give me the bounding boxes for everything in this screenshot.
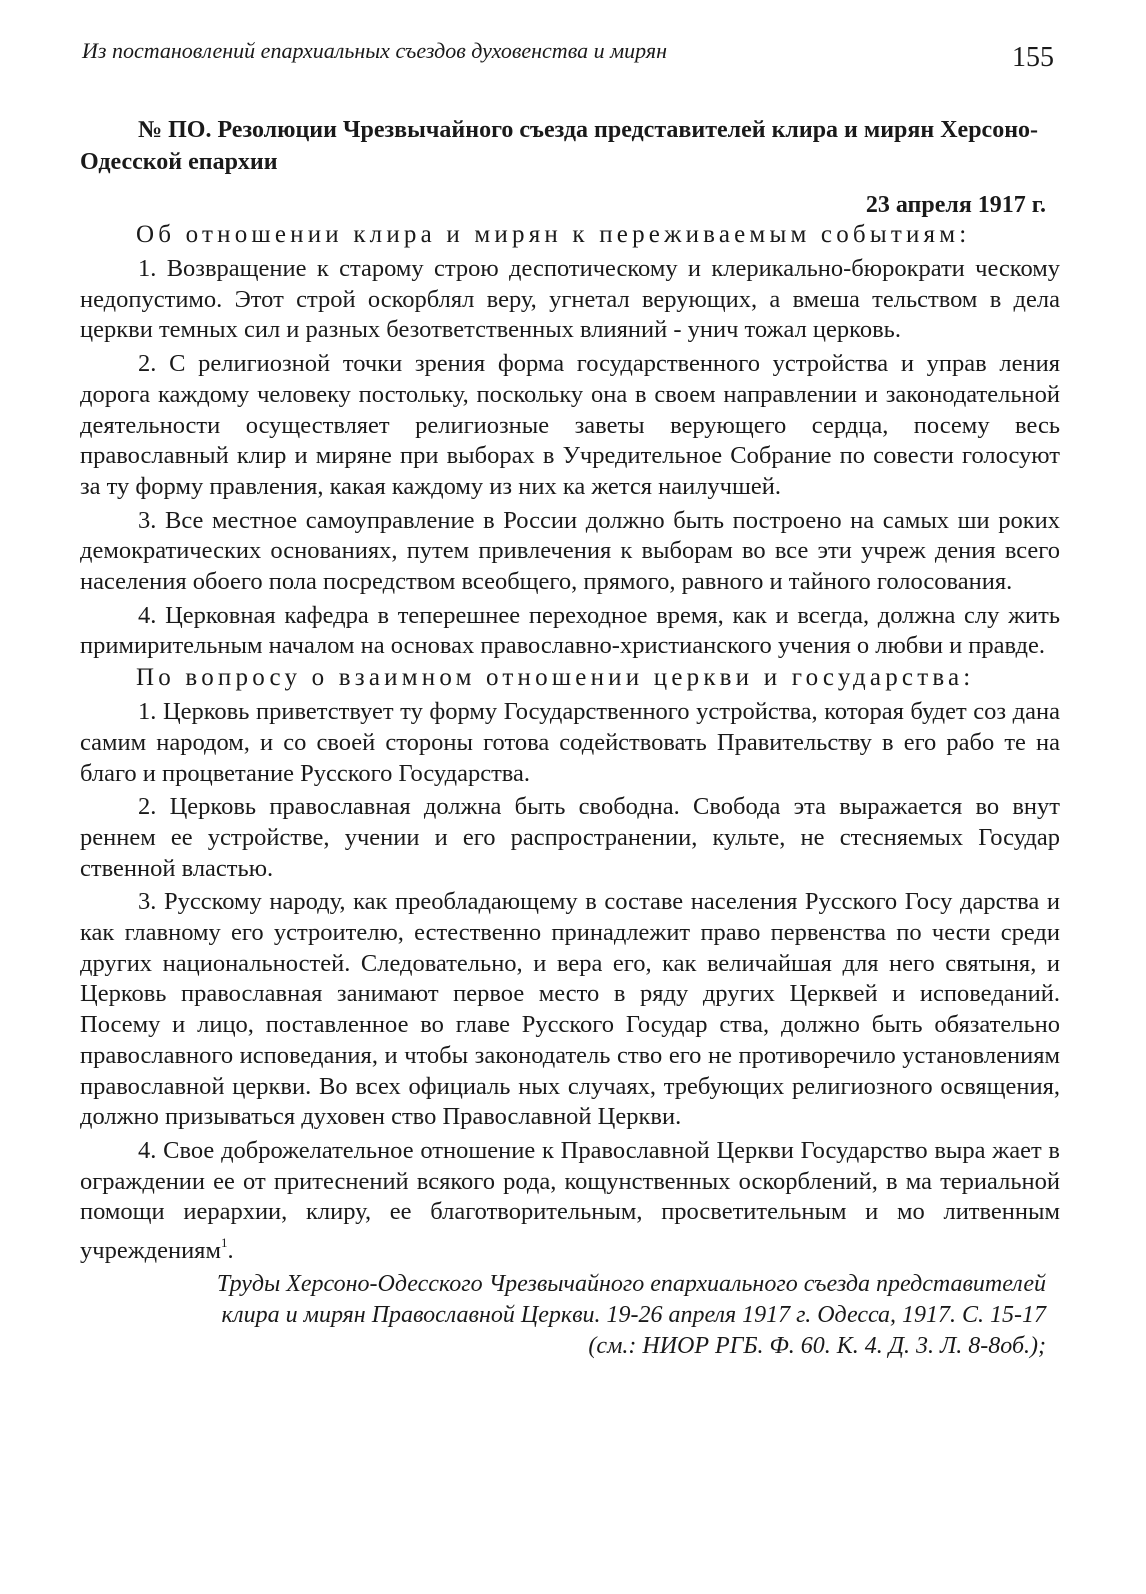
resolution-item-text: 4. Свое доброжелательное отношение к Православной Церкви Государство выра жает в ограждении ее от притеснений всякого рода, кощунственных оскорблений, в ма териальной помощи иерархии, клиру, ее благотворительным, просветительным и мо литвенным учреждениям <box>80 1136 1060 1265</box>
resolution-item: 1. Возвращение к старому строю деспотическому и клерикально-бюрократи ческому недопустимо. Этот строй оскорблял веру, угнетал верующих, а вмеша тельством в дела церкви темных сил и разных безответственных влияний - унич тожал церковь. <box>80 255 1060 344</box>
source-citation <box>80 1269 1046 1362</box>
section-title-1: Об отношении клира и мирян к переживаемым событиям: <box>136 221 971 248</box>
source-line: (см.: НИОР РГБ. Ф. 60. К. 4. Д. 3. Л. 8-8об.); <box>588 1332 1046 1359</box>
resolution-item: 2. С религиозной точки зрения форма государственного устройства и управ ления дорога каждому человеку постольку, поскольку она в своем направлении и законодательной деятельности осуществляет религиозные заветы верующего сердца, посему весь православный клир и миряне при выборах в Учредительное Собрание по совести голосуют за ту форму правления, какая каждому из них ка жется наилучшей. <box>80 350 1060 500</box>
document-date: 23 апреля 1917 г. <box>865 192 1046 218</box>
document-page <box>80 30 1060 1362</box>
resolution-item: 3. Русскому народу, как преобладающему в составе населения Русского Госу дарства и как главному его устроителю, естественно принадлежит право первенства по чести среди других национальностей. Следовательно, и вера его, как величайшая для него святыня, и Церковь православная занимают первое место в ряду других Церквей и исповеданий. Посему и лицо, поставленное во главе Русского Государ ства, должно быть обязательно православного исповедания, и чтобы законодатель ство его не противоречило установлениям православной церкви. Во всех официаль ных случаях, требующих религиозного освящения, должно призываться духовен ство Православной Церкви. <box>80 888 1060 1131</box>
section-title-2: По вопросу о взаимном отношении церкви и государства: <box>136 664 975 692</box>
resolution-item: 2. Церковь православная должна быть свободна. Свобода эта выражается во внут реннем ее устройстве, учении и его распространении, культе, не стесняемых Государ ственной властью. <box>80 793 1060 882</box>
page-number: 155 <box>1012 42 1054 73</box>
resolution-item: 1. Церковь приветствует ту форму Государственного устройства, которая будет соз дана самим народом, и со своей стороны готова содействовать Правительству в его рабо те на благо и процветание Русского Государства. <box>80 698 1060 787</box>
running-head <box>82 30 1060 74</box>
resolution-item: 4. Церковная кафедра в теперешнее переходное время, как и всегда, должна слу жить примирительным началом на основах православно-христианского учения о любви и правде. <box>80 601 1060 660</box>
running-title: Из постановлений епархиальных съездов духовенства и мирян <box>82 38 667 63</box>
footnote-mark: 1 <box>220 1235 228 1251</box>
document-heading: № ПО. Резолюции Чрезвычайного съезда представителей клира и мирян Херсоно-Одесской епархии <box>80 117 1039 175</box>
source-line: клира и мирян Православной Церкви. 19-26 апреля 1917 г. Одесса, 1917. С. 15-17 <box>221 1301 1046 1328</box>
resolution-item: 3. Все местное самоуправление в России должно быть построено на самых ши роких демократических основаниях, путем привлечения к выборам во все эти учреж дения всего населения обоего пола посредством всеобщего, прямого, равного и тайного голосования. <box>80 506 1060 596</box>
source-line: Труды Херсоно-Одесского Чрезвычайного епархиального съезда представителей <box>216 1270 1046 1297</box>
resolution-item-last <box>80 1136 1060 1267</box>
final-punctuation: . <box>227 1237 234 1265</box>
